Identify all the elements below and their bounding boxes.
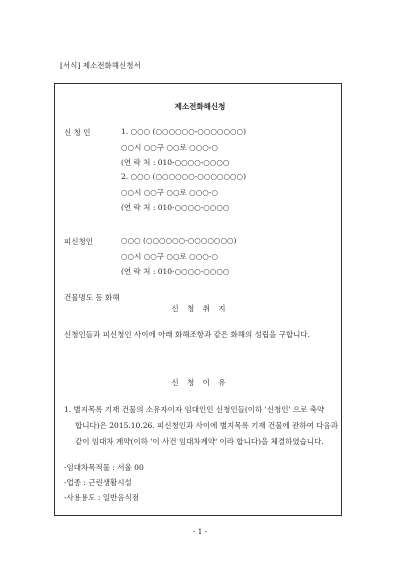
respondent-label: 피신청인 (64, 237, 93, 246)
respondent-name: ○○○ (○○○○○○-○○○○○○○) (121, 236, 237, 245)
reason-line-2: 합니다)은 2015.10.26. 피신청인과 사이에 별지목록 기재 건물에 관하여 다음과 (75, 421, 338, 430)
case-subject: 건물명도 등 화해 (64, 293, 120, 302)
detail-leased-property: -임대차목적물 : 서울 00 (64, 463, 144, 472)
detail-usage: -사용용도 : 일반음식점 (64, 493, 140, 502)
respondent-contact: (연 락 처 : 010-○○○○-○○○○ (121, 267, 230, 276)
applicant-2-name: 2. ○○○ (○○○○○○-○○○○○○○) (121, 172, 247, 181)
reason-heading: 신 청 이 유 (171, 378, 229, 387)
applicant-1-contact: (연 락 처 : 010-○○○○-○○○○ (121, 158, 230, 167)
applicant-2-address: ○○시 ○○구 ○○로 ○○○-○ (121, 188, 218, 197)
reason-line-3: 같이 임대차 계약(이하 '이 사건 임대차계약' 이라 합니다)을 체결하였습니다. (75, 437, 324, 446)
document-title: 제소전화해신청 (174, 102, 226, 111)
applicant-label: 신 청 인 (64, 128, 91, 137)
applicant-1-address: ○○시 ○○구 ○○로 ○○○-○ (121, 143, 218, 152)
purpose-text: 신청인들과 피신청인 사이에 아래 화해조항과 같은 화해의 성립을 구합니다. (64, 330, 311, 339)
detail-business-type: -업종 : 근린생활시설 (64, 478, 132, 487)
purpose-heading: 신 청 취 지 (171, 304, 229, 313)
respondent-address: ○○시 ○○구 ○○로 ○○○-○ (121, 252, 218, 261)
page-number: - 1 - (192, 527, 208, 536)
applicant-1-name: 1. ○○○ (○○○○○○-○○○○○○○) (121, 127, 247, 136)
applicant-2-contact: (연 락 처 : 010-○○○○-○○○○ (121, 203, 230, 212)
form-label: [서식] 제소전화해신청서 (60, 61, 141, 70)
reason-line-1: 1. 별지목록 기재 건물의 소유자이자 임대인인 신청인들(이하 '신청인' 으로 축약 (64, 405, 325, 414)
